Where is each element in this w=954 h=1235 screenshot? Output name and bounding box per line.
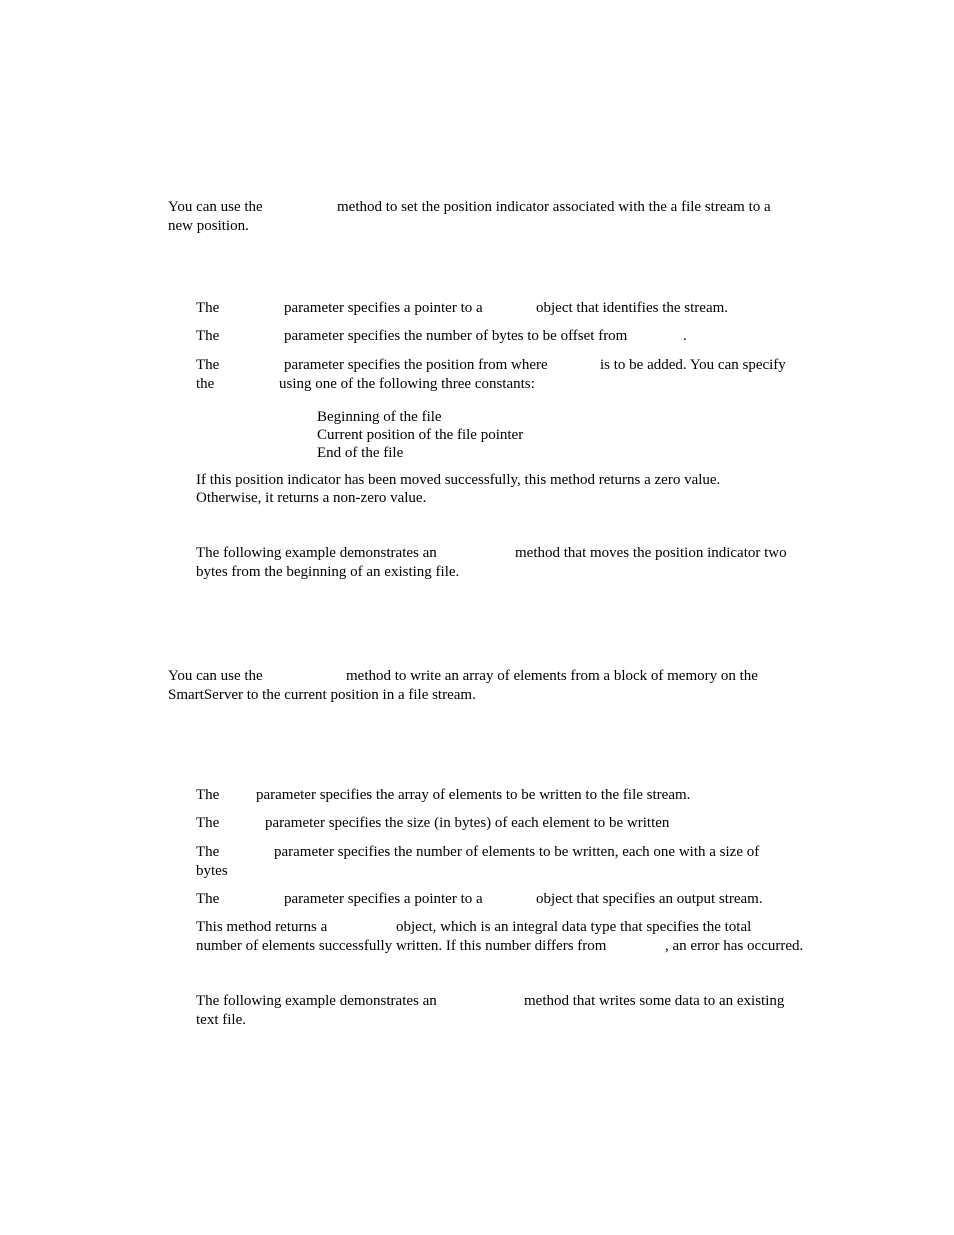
fwrite-intro-line1-start: You can use the: [168, 668, 263, 684]
constant-description: Current position of the file pointer: [317, 427, 524, 443]
constant-description: Beginning of the file: [317, 409, 442, 425]
param-description-middle: is to be added. You can specify: [600, 357, 786, 373]
param-description-end: object that specifies an output stream.: [536, 891, 763, 907]
param-description: parameter specifies the number of elements to be written, each one with a size of: [274, 844, 760, 860]
return-line2-start: number of elements successfully written. If this number differs from: [196, 938, 607, 954]
example-line2: bytes from the beginning of an existing file.: [196, 564, 460, 580]
param-description-end: .: [683, 328, 687, 344]
param-description: parameter specifies a pointer to a: [284, 300, 483, 316]
fwrite-intro-line1-end: method to write an array of elements from a block of memory on the: [346, 668, 758, 684]
param-description: parameter specifies the position from where: [284, 357, 548, 373]
param-continuation-the: the: [196, 376, 215, 392]
return-line1: If this position indicator has been moved successfully, this method returns a zero value.: [196, 472, 721, 488]
fwrite-intro-line2: SmartServer to the current position in a file stream.: [168, 687, 476, 703]
return-line1-start: This method returns a: [196, 919, 328, 935]
param-the: The: [196, 357, 220, 373]
fseek-intro-line1-start: You can use the: [168, 199, 263, 215]
param-description: parameter specifies the number of bytes to be offset from: [284, 328, 628, 344]
fseek-intro-line1-end: method to set the position indicator associated with the a file stream to a: [337, 199, 771, 215]
param-description: parameter specifies a pointer to a: [284, 891, 483, 907]
param-the: The: [196, 844, 220, 860]
param-description-end: object that identifies the stream.: [536, 300, 729, 316]
example-line1-end: method that writes some data to an existing: [524, 993, 785, 1009]
return-line2: Otherwise, it returns a non-zero value.: [196, 490, 427, 506]
constant-description: End of the file: [317, 445, 404, 461]
param-the: The: [196, 891, 220, 907]
param-continuation: bytes: [196, 863, 228, 879]
param-the: The: [196, 787, 220, 803]
param-the: The: [196, 328, 220, 344]
example-line2: text file.: [196, 1012, 246, 1028]
return-line1-end: object, which is an integral data type that specifies the total: [396, 919, 752, 935]
param-continuation: using one of the following three constants:: [279, 376, 535, 392]
param-the: The: [196, 300, 220, 316]
example-line1-start: The following example demonstrates an: [196, 993, 437, 1009]
param-description: parameter specifies the size (in bytes) of each element to be written: [265, 815, 670, 831]
param-the: The: [196, 815, 220, 831]
example-line1-start: The following example demonstrates an: [196, 545, 437, 561]
fseek-intro-line2: new position.: [168, 218, 249, 234]
return-line2-end: , an error has occurred.: [665, 938, 804, 954]
example-line1-end: method that moves the position indicator two: [515, 545, 787, 561]
param-description: parameter specifies the array of elements to be written to the file stream.: [256, 787, 691, 803]
